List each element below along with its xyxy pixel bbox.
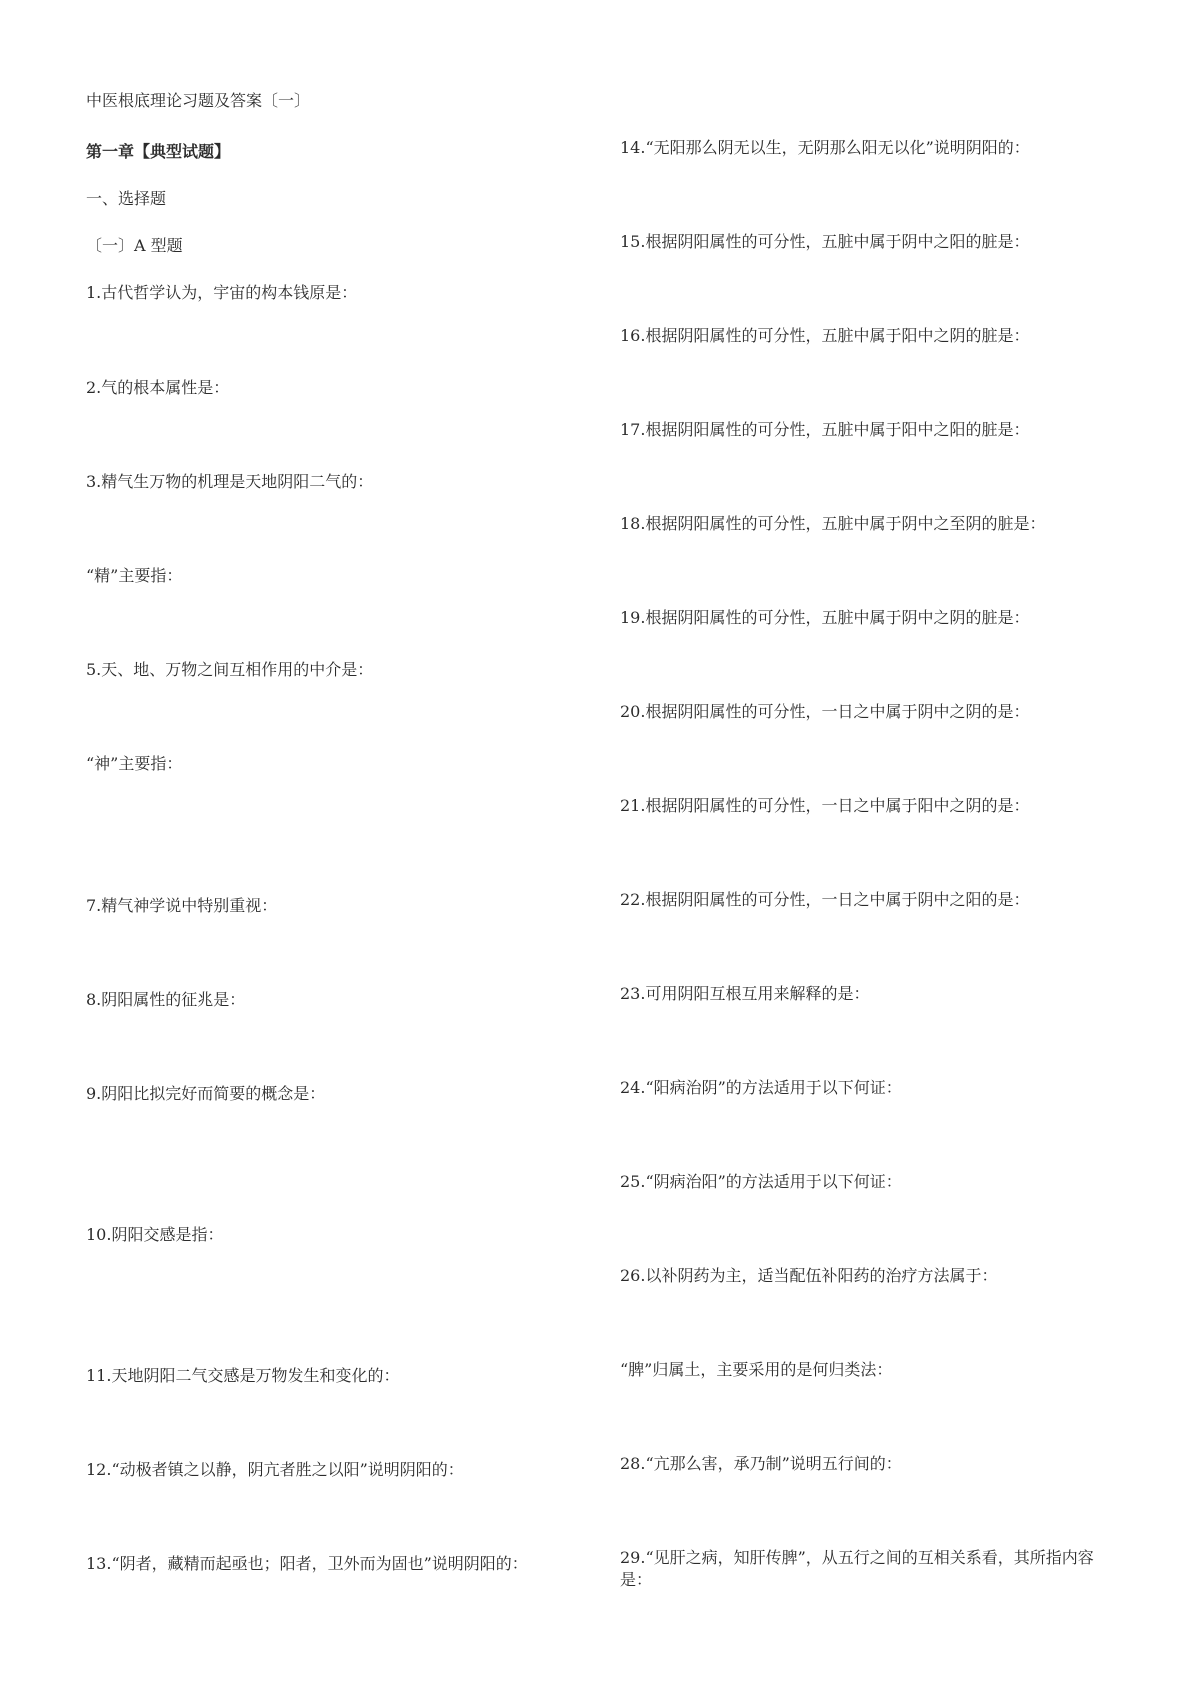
- question-11: 11.天地阴阳二气交感是万物发生和变化的：: [86, 1366, 400, 1385]
- question-19: 19.根据阴阳属性的可分性，五脏中属于阴中之阴的脏是：: [620, 608, 1030, 627]
- question-8: 8.阴阳属性的征兆是：: [86, 990, 246, 1009]
- question-1: 1.古代哲学认为，宇宙的构本钱原是：: [86, 283, 358, 302]
- question-21: 21.根据阴阳属性的可分性，一日之中属于阳中之阴的是：: [620, 796, 1030, 815]
- chapter-heading: 第一章【典型试题】: [86, 142, 231, 161]
- question-26: 26.以补阴药为主，适当配伍补阳药的治疗方法属于：: [620, 1266, 998, 1285]
- question-24: 24.“阳病治阴”的方法适用于以下何证：: [620, 1078, 902, 1097]
- question-7: 7.精气神学说中特别重视：: [86, 896, 278, 915]
- question-10: 10.阴阳交感是指：: [86, 1225, 224, 1244]
- question-25: 25.“阴病治阳”的方法适用于以下何证：: [620, 1172, 902, 1191]
- question-28: 28.“亢那么害，承乃制”说明五行间的：: [620, 1454, 902, 1473]
- question-27: “脾”归属土，主要采用的是何归类法：: [620, 1360, 893, 1379]
- subsection-heading: 〔一〕A 型题: [86, 236, 183, 255]
- question-4: “精”主要指：: [86, 566, 183, 585]
- question-23: 23.可用阴阳互根互用来解释的是：: [620, 984, 870, 1003]
- question-18: 18.根据阴阳属性的可分性，五脏中属于阴中之至阴的脏是：: [620, 514, 1046, 533]
- doc-title: 中医根底理论习题及答案〔一〕: [86, 91, 311, 110]
- question-15: 15.根据阴阳属性的可分性，五脏中属于阴中之阳的脏是：: [620, 232, 1030, 251]
- question-9: 9.阴阳比拟完好而简要的概念是：: [86, 1084, 326, 1103]
- question-2: 2.气的根本属性是：: [86, 378, 230, 397]
- section-heading: 一、选择题: [86, 189, 167, 208]
- question-16: 16.根据阴阳属性的可分性，五脏中属于阳中之阴的脏是：: [620, 326, 1030, 345]
- question-14: 14.“无阳那么阴无以生，无阴那么阳无以化”说明阴阳的：: [620, 138, 1030, 157]
- question-20: 20.根据阴阳属性的可分性，一日之中属于阴中之阴的是：: [620, 702, 1030, 721]
- question-12: 12.“动极者镇之以静，阴亢者胜之以阳”说明阴阳的：: [86, 1460, 464, 1479]
- question-6: “神”主要指：: [86, 754, 183, 773]
- question-13: 13.“阴者，藏精而起亟也；阳者，卫外而为固也”说明阴阳的：: [86, 1554, 528, 1573]
- question-3: 3.精气生万物的机理是天地阴阳二气的：: [86, 472, 374, 491]
- question-22: 22.根据阴阳属性的可分性，一日之中属于阴中之阳的是：: [620, 890, 1030, 909]
- question-29: 29.“见肝之病，知肝传脾”，从五行之间的互相关系看，其所指内容是：: [620, 1548, 1094, 1589]
- question-17: 17.根据阴阳属性的可分性，五脏中属于阳中之阳的脏是：: [620, 420, 1030, 439]
- question-5: 5.天、地、万物之间互相作用的中介是：: [86, 660, 374, 679]
